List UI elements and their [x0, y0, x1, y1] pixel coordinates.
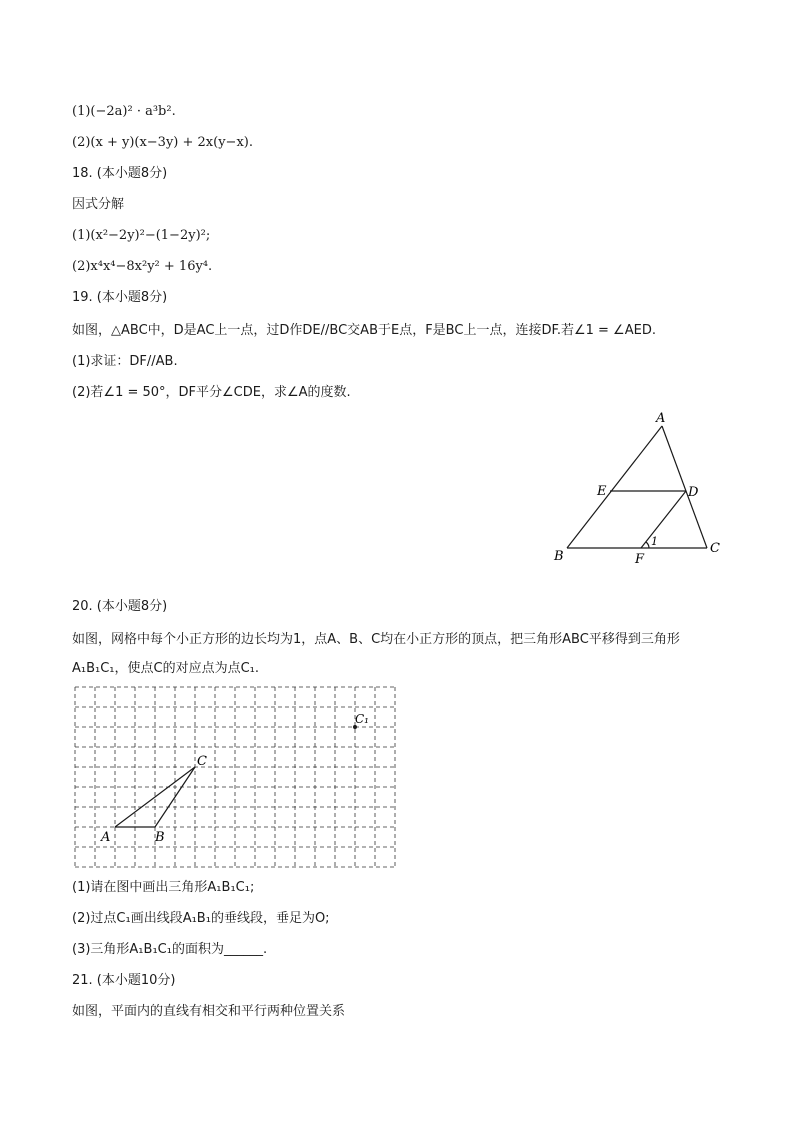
q19-heading: 19. (本小题8分)	[72, 290, 168, 305]
q18-part2: (2)x⁴x⁴−8x²y² + 16y⁴.	[72, 259, 213, 274]
segment-ac	[662, 426, 707, 548]
triangle-figure	[545, 405, 735, 575]
angle-1-arc	[646, 542, 649, 548]
label-f: F	[635, 552, 645, 567]
grid-figure	[70, 680, 410, 875]
label-a: A	[656, 411, 666, 426]
q21-heading: 21. (本小题10分)	[72, 973, 176, 988]
segment-bc	[155, 767, 195, 827]
q18-instruction: 因式分解	[72, 197, 125, 212]
label-angle-1: 1	[651, 535, 658, 548]
q19-statement: 如图，△ABC中，D是AC上一点，过D作DE//BC交AB于E点，F是BC上一点，连接DF.若∠1 = ∠AED.	[72, 323, 656, 338]
label-b: B	[554, 549, 564, 564]
q20-part2: (2)过点C₁画出线段A₁B₁的垂线段，垂足为O;	[72, 911, 330, 926]
segment-ca	[115, 767, 195, 827]
q17-part1: (1)(−2a)² · a³b².	[72, 104, 176, 119]
label-d: D	[688, 485, 699, 500]
segment-df	[641, 491, 686, 548]
label-e: E	[597, 484, 607, 499]
grid-lines	[75, 687, 395, 867]
segment-ab	[567, 426, 662, 548]
q17-part2: (2)(x + y)(x−3y) + 2x(y−x).	[72, 135, 253, 150]
q18-part1: (1)(x²−2y)²−(1−2y)²;	[72, 228, 211, 243]
q19-part2: (2)若∠1 = 50°，DF平分∠CDE，求∠A的度数.	[72, 385, 351, 400]
q18-heading: 18. (本小题8分)	[72, 166, 168, 181]
q20-statement-line1: 如图，网格中每个小正方形的边长均为1，点A、B、C均在小正方形的顶点，把三角形ABC平移得到三角形	[72, 632, 680, 647]
label-b: B	[155, 830, 165, 845]
label-c: C	[710, 541, 720, 556]
q20-part3: (3)三角形A₁B₁C₁的面积为______.	[72, 942, 268, 957]
q19-part1: (1)求证：DF//AB.	[72, 354, 178, 369]
q20-part1: (1)请在图中画出三角形A₁B₁C₁;	[72, 880, 255, 895]
label-a: A	[101, 830, 111, 845]
label-c1: C₁	[355, 712, 369, 726]
q21-statement: 如图，平面内的直线有相交和平行两种位置关系	[72, 1004, 346, 1019]
q20-heading: 20. (本小题8分)	[72, 599, 168, 614]
label-c: C	[197, 754, 207, 769]
q20-statement-line2: A₁B₁C₁，使点C的对应点为点C₁.	[72, 661, 260, 676]
